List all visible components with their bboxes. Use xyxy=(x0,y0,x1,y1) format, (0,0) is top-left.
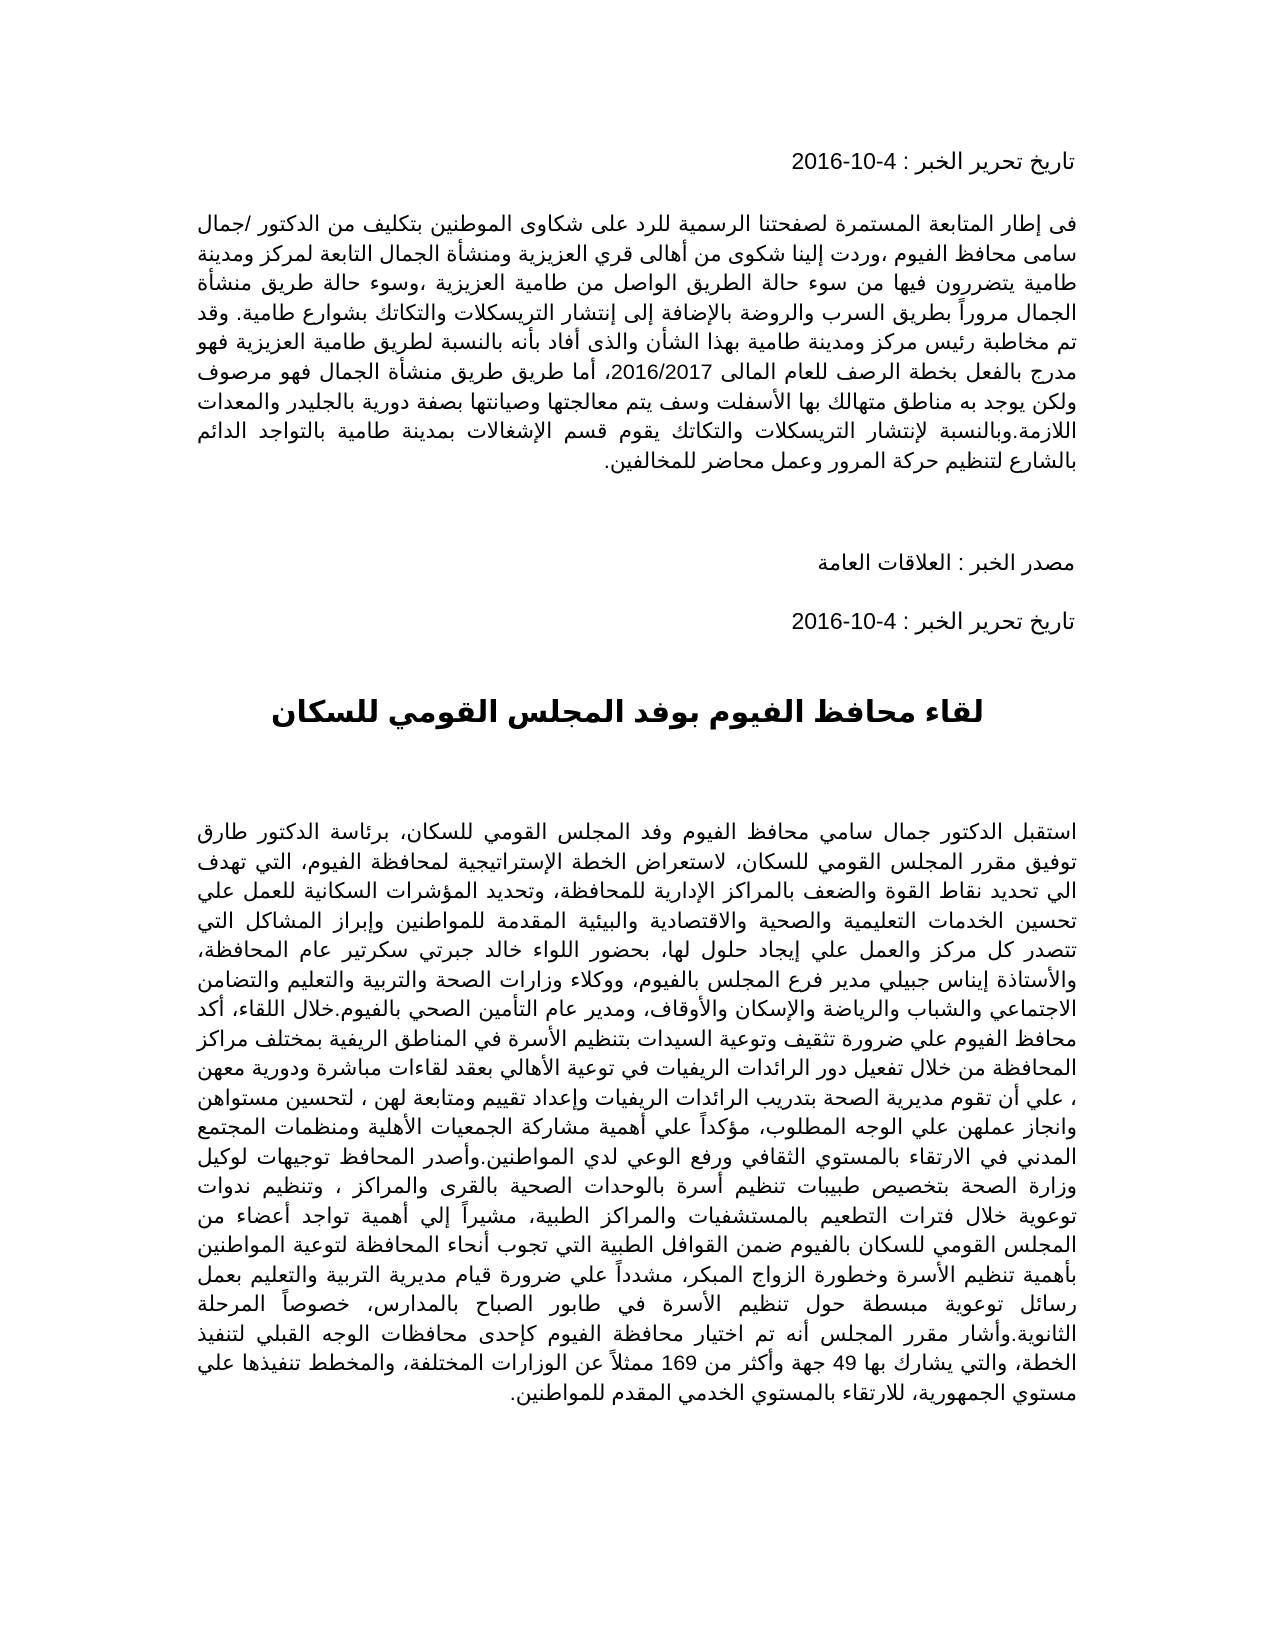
news1-date-line: تاريخ تحرير الخبر : 4-10-2016 xyxy=(791,148,1075,174)
news1-body-paragraph: فى إطار المتابعة المستمرة لصفحتنا الرسمية للرد على شكاوى الموطنين بتكليف من الدكتور /جمال سامى محافظ الفيوم ،وردت إلينا شكوى من أهالى قري العزيزية ومنشأة الجمال التابعة لمركز ومدينة طامية يتضررون فيها من سوء حالة الطريق الواصل من طامية العزيزية ،وسوء حالة طريق منشأة الجمال مروراً بطريق السرب والروضة بالإضافة إلى إنتشار التريسكلات والتكاتك بشوارع طامية. وقد تم مخاطبة رئيس مركز ومدينة طامية بهذا الشأن والذى أفاد بأنه بالنسبة لطريق طامية العزيزية فهو مدرج بالفعل بخطة الرصف للعام المالى 2016/2017، أما طريق طريق منشأة الجمال فهو مرصوف ولكن يوجد به مناطق متهالك بها الأسفلت وسف يتم معالجتها وصيانتها بصفة دورية بالجليدر والمعدات اللازمة.وبالنسبة لإنتشار التريسكلات والتكاتك يقوم قسم الإشغالات بمدينة طامية بالتواجد الدائم بالشارع لتنظيم حركة المرور وعمل محاضر للمخالفين. xyxy=(197,212,1077,473)
news2-body-paragraph: استقبل الدكتور جمال سامي محافظ الفيوم وفد المجلس القومي للسكان، برئاسة الدكتور طارق توفيق مقرر المجلس القومي للسكان، لاستعراض الخطة الإستراتيجية لمحافظة الفيوم، التي تهدف الي تحديد نقاط القوة والضعف بالمراكز الإدارية للمحافظة، وتحديد المؤشرات السكانية للعمل علي تحسين الخدمات التعليمية والصحية والاقتصادية والبيئية المقدمة للمواطنين وإبراز المشاكل التي تتصدر كل مركز والعمل علي إيجاد حلول لها، بحضور اللواء خالد جبرتي سكرتير عام المحافظة، والأستاذة إيناس جبيلي مدير فرع المجلس بالفيوم، ووكلاء وزارات الصحة والتربية والتعليم والتضامن الاجتماعي والشباب والرياضة والإسكان والأوقاف، ومدير عام التأمين الصحي بالفيوم.خلال اللقاء، أكد محافظ الفيوم علي ضرورة تثقيف وتوعية السيدات بتنظيم الأسرة في المناطق الريفية بمختلف مراكز المحافظة من خلال تفعيل دور الرائدات الريفيات في توعية الأهالي بعقد لقاءات مباشرة ودورية معهن ، علي أن تقوم مديرية الصحة بتدريب الرائدات الريفيات وإعداد تقييم ومتابعة لهن ، لتحسين مستواهن وانجاز عملهن علي الوجه المطلوب، مؤكداً علي أهمية مشاركة الجمعيات الأهلية ومنظمات المجتمع المدني في الارتقاء بالمستوي الثقافي ورفع الوعي لدي المواطنين.وأصدر المحافظ توجيهات لوكيل وزارة الصحة بتخصيص طبيبات تنظيم أسرة بالوحدات الصحية بالقرى والمراكز ، وتنظيم ندوات توعوية خلال فترات التطعيم بالمستشفيات والمراكز الطبية، مشيراً إلي أهمية تواجد أعضاء من المجلس القومي للسكان بالفيوم ضمن القوافل الطبية التي تجوب أنحاء المحافظة لتوعية المواطنين بأهمية تنظيم الأسرة وخطورة الزواج المبكر، مشدداً علي ضرورة قيام مديرية التربية والتعليم بعمل رسائل توعوية مبسطة حول تنظيم الأسرة في طابور الصباح بالمدارس، خصوصاً المرحلة الثانوية.وأشار مقرر المجلس أنه تم اختيار محافظة الفيوم كإحدى محافظات الوجه القبلي لتنفيذ الخطة، والتي يشارك بها 49 جهة وأكثر من 169 ممثلاً عن الوزارات المختلفة، والمخطط تنفيذها علي مستوي الجمهورية، للارتقاء بالمستوي الخدمي المقدم للمواطنين. xyxy=(197,820,1077,1405)
news2-date-line: تاريخ تحرير الخبر : 4-10-2016 xyxy=(791,608,1075,634)
news1-source-line: مصدر الخبر : العلاقات العامة xyxy=(817,550,1075,575)
news2-title: لقاء محافظ الفيوم بوفد المجلس القومي للسكان xyxy=(270,696,985,729)
